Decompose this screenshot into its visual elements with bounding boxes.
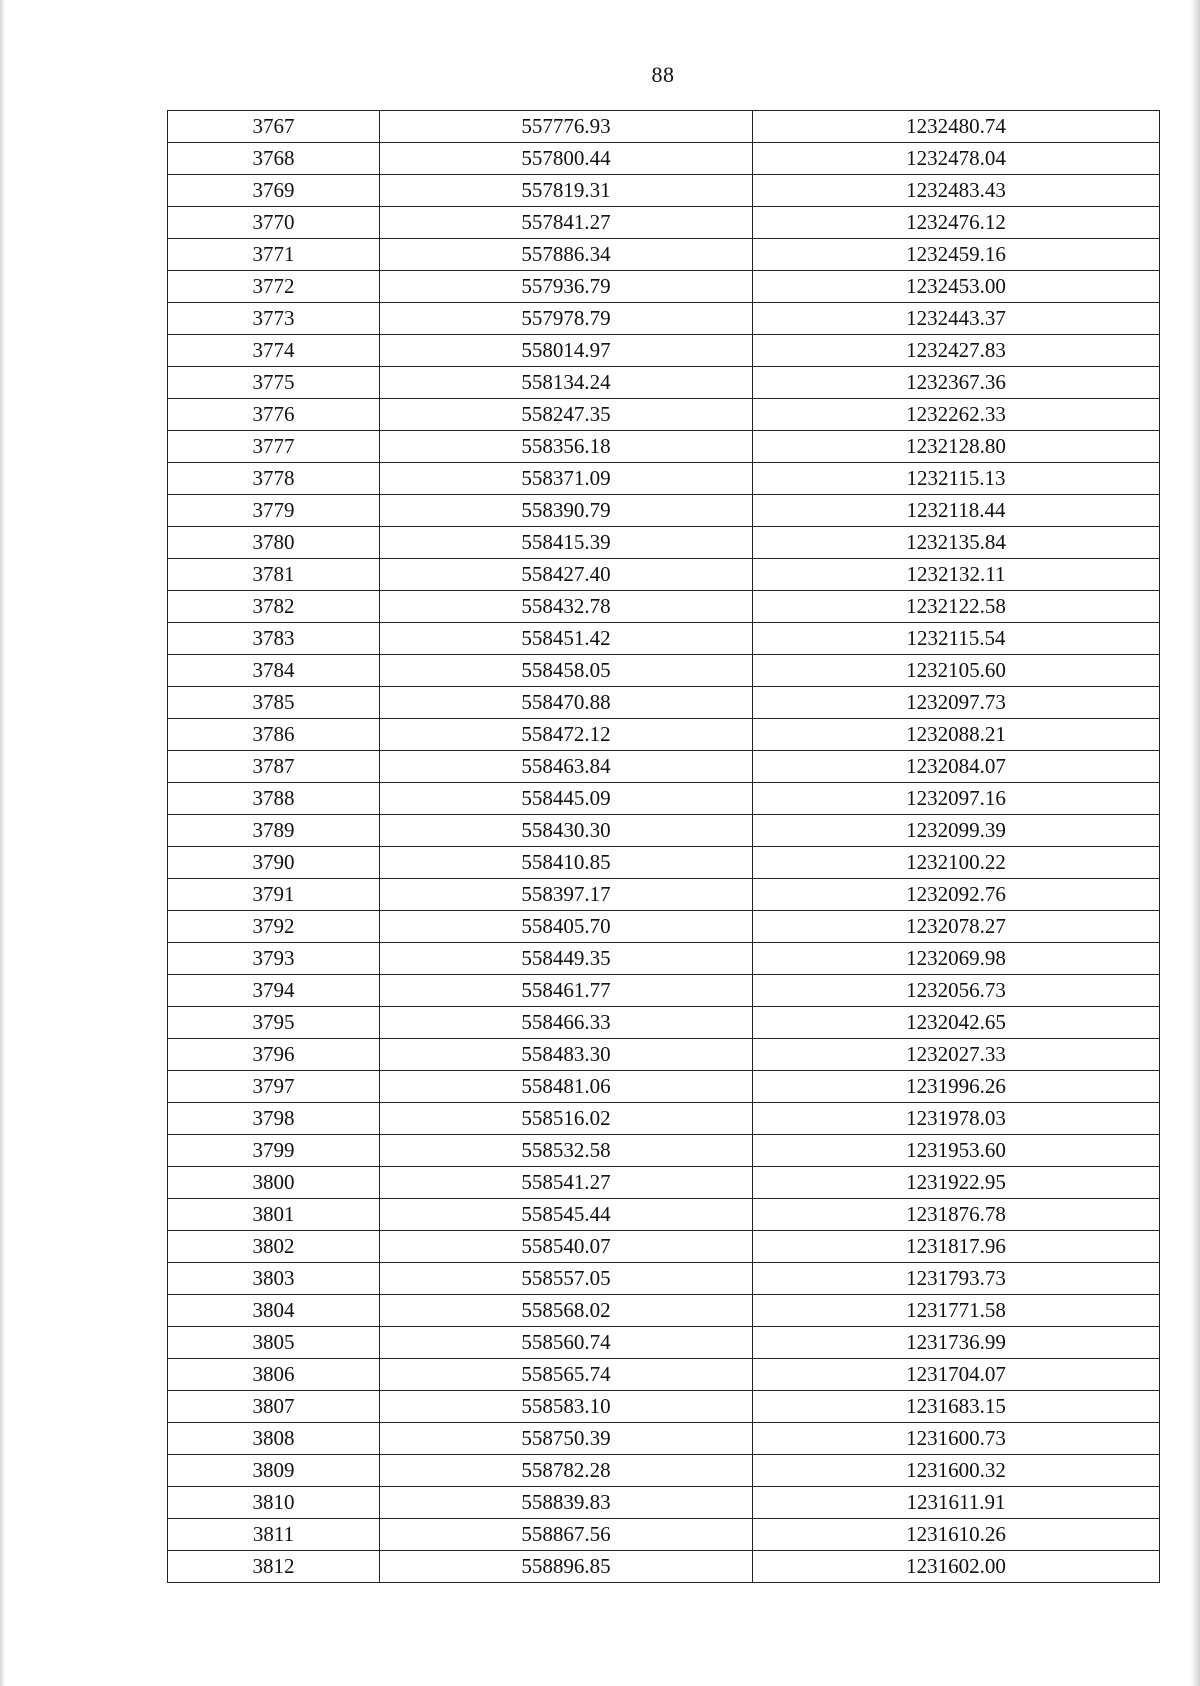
x-coordinate-cell: 558449.35 [380, 943, 753, 975]
y-coordinate-cell: 1232483.43 [753, 175, 1160, 207]
point-number-cell: 3803 [168, 1263, 380, 1295]
y-coordinate-cell: 1232105.60 [753, 655, 1160, 687]
y-coordinate-cell: 1232128.80 [753, 431, 1160, 463]
point-number-cell: 3809 [168, 1455, 380, 1487]
y-coordinate-cell: 1232097.73 [753, 687, 1160, 719]
table-row [168, 111, 1160, 143]
table-row [168, 1103, 1160, 1135]
table-row [168, 175, 1160, 207]
table-row [168, 495, 1160, 527]
table-row [168, 303, 1160, 335]
x-coordinate-cell: 557800.44 [380, 143, 753, 175]
table-row [168, 1391, 1160, 1423]
x-coordinate-cell: 558445.09 [380, 783, 753, 815]
x-coordinate-cell: 558397.17 [380, 879, 753, 911]
y-coordinate-cell: 1232262.33 [753, 399, 1160, 431]
x-coordinate-cell: 557841.27 [380, 207, 753, 239]
y-coordinate-cell: 1232092.76 [753, 879, 1160, 911]
x-coordinate-cell: 558427.40 [380, 559, 753, 591]
x-coordinate-cell: 558540.07 [380, 1231, 753, 1263]
table-row [168, 143, 1160, 175]
scan-edge-right [1190, 0, 1200, 1686]
table-row [168, 431, 1160, 463]
x-coordinate-cell: 558896.85 [380, 1551, 753, 1583]
x-coordinate-cell: 557819.31 [380, 175, 753, 207]
x-coordinate-cell: 558247.35 [380, 399, 753, 431]
x-coordinate-cell: 558405.70 [380, 911, 753, 943]
y-coordinate-cell: 1232427.83 [753, 335, 1160, 367]
y-coordinate-cell: 1232056.73 [753, 975, 1160, 1007]
y-coordinate-cell: 1232132.11 [753, 559, 1160, 591]
x-coordinate-cell: 558432.78 [380, 591, 753, 623]
table-row [168, 463, 1160, 495]
x-coordinate-cell: 558451.42 [380, 623, 753, 655]
y-coordinate-cell: 1232480.74 [753, 111, 1160, 143]
table-row [168, 719, 1160, 751]
y-coordinate-cell: 1232115.54 [753, 623, 1160, 655]
table-row [168, 559, 1160, 591]
y-coordinate-cell: 1231610.26 [753, 1519, 1160, 1551]
y-coordinate-cell: 1231611.91 [753, 1487, 1160, 1519]
x-coordinate-cell: 558532.58 [380, 1135, 753, 1167]
point-number-cell: 3778 [168, 463, 380, 495]
y-coordinate-cell: 1232078.27 [753, 911, 1160, 943]
point-number-cell: 3800 [168, 1167, 380, 1199]
table-row [168, 1455, 1160, 1487]
y-coordinate-cell: 1232367.36 [753, 367, 1160, 399]
y-coordinate-cell: 1231736.99 [753, 1327, 1160, 1359]
y-coordinate-cell: 1232478.04 [753, 143, 1160, 175]
y-coordinate-cell: 1232118.44 [753, 495, 1160, 527]
table-row [168, 783, 1160, 815]
y-coordinate-cell: 1231953.60 [753, 1135, 1160, 1167]
y-coordinate-cell: 1231922.95 [753, 1167, 1160, 1199]
page-number: 88 [651, 62, 675, 87]
x-coordinate-cell: 558430.30 [380, 815, 753, 847]
coordinate-table-body [168, 111, 1160, 1583]
x-coordinate-cell: 558371.09 [380, 463, 753, 495]
y-coordinate-cell: 1231602.00 [753, 1551, 1160, 1583]
table-row [168, 239, 1160, 271]
table-row [168, 1327, 1160, 1359]
x-coordinate-cell: 558867.56 [380, 1519, 753, 1551]
x-coordinate-cell: 558415.39 [380, 527, 753, 559]
point-number-cell: 3779 [168, 495, 380, 527]
table-row [168, 1423, 1160, 1455]
point-number-cell: 3787 [168, 751, 380, 783]
point-number-cell: 3792 [168, 911, 380, 943]
point-number-cell: 3772 [168, 271, 380, 303]
table-row [168, 975, 1160, 1007]
x-coordinate-cell: 558410.85 [380, 847, 753, 879]
x-coordinate-cell: 558014.97 [380, 335, 753, 367]
point-number-cell: 3812 [168, 1551, 380, 1583]
table-row [168, 591, 1160, 623]
table-row [168, 687, 1160, 719]
y-coordinate-cell: 1232084.07 [753, 751, 1160, 783]
point-number-cell: 3783 [168, 623, 380, 655]
point-number-cell: 3801 [168, 1199, 380, 1231]
point-number-cell: 3798 [168, 1103, 380, 1135]
point-number-cell: 3808 [168, 1423, 380, 1455]
y-coordinate-cell: 1231978.03 [753, 1103, 1160, 1135]
table-row [168, 1487, 1160, 1519]
point-number-cell: 3794 [168, 975, 380, 1007]
y-coordinate-cell: 1232042.65 [753, 1007, 1160, 1039]
x-coordinate-cell: 558472.12 [380, 719, 753, 751]
y-coordinate-cell: 1232099.39 [753, 815, 1160, 847]
x-coordinate-cell: 558839.83 [380, 1487, 753, 1519]
x-coordinate-cell: 558782.28 [380, 1455, 753, 1487]
x-coordinate-cell: 558583.10 [380, 1391, 753, 1423]
x-coordinate-cell: 557886.34 [380, 239, 753, 271]
y-coordinate-cell: 1231683.15 [753, 1391, 1160, 1423]
y-coordinate-cell: 1232100.22 [753, 847, 1160, 879]
point-number-cell: 3768 [168, 143, 380, 175]
point-number-cell: 3771 [168, 239, 380, 271]
x-coordinate-cell: 558470.88 [380, 687, 753, 719]
x-coordinate-cell: 558541.27 [380, 1167, 753, 1199]
table-row [168, 847, 1160, 879]
y-coordinate-cell: 1232069.98 [753, 943, 1160, 975]
x-coordinate-cell: 558463.84 [380, 751, 753, 783]
table-row [168, 207, 1160, 239]
y-coordinate-cell: 1231771.58 [753, 1295, 1160, 1327]
point-number-cell: 3776 [168, 399, 380, 431]
table-row [168, 335, 1160, 367]
x-coordinate-cell: 558458.05 [380, 655, 753, 687]
table-row [168, 1359, 1160, 1391]
x-coordinate-cell: 558481.06 [380, 1071, 753, 1103]
point-number-cell: 3781 [168, 559, 380, 591]
x-coordinate-cell: 557936.79 [380, 271, 753, 303]
y-coordinate-cell: 1231996.26 [753, 1071, 1160, 1103]
table-row [168, 655, 1160, 687]
point-number-cell: 3804 [168, 1295, 380, 1327]
y-coordinate-cell: 1231817.96 [753, 1231, 1160, 1263]
x-coordinate-cell: 558557.05 [380, 1263, 753, 1295]
x-coordinate-cell: 557978.79 [380, 303, 753, 335]
y-coordinate-cell: 1231600.73 [753, 1423, 1160, 1455]
table-row [168, 1167, 1160, 1199]
y-coordinate-cell: 1232115.13 [753, 463, 1160, 495]
table-row [168, 1007, 1160, 1039]
y-coordinate-cell: 1232476.12 [753, 207, 1160, 239]
point-number-cell: 3797 [168, 1071, 380, 1103]
table-row [168, 527, 1160, 559]
point-number-cell: 3770 [168, 207, 380, 239]
y-coordinate-cell: 1232459.16 [753, 239, 1160, 271]
x-coordinate-cell: 558750.39 [380, 1423, 753, 1455]
table-row [168, 943, 1160, 975]
point-number-cell: 3807 [168, 1391, 380, 1423]
x-coordinate-cell: 558461.77 [380, 975, 753, 1007]
table-row [168, 1071, 1160, 1103]
x-coordinate-cell: 558568.02 [380, 1295, 753, 1327]
y-coordinate-cell: 1232443.37 [753, 303, 1160, 335]
point-number-cell: 3773 [168, 303, 380, 335]
x-coordinate-cell: 558390.79 [380, 495, 753, 527]
x-coordinate-cell: 558516.02 [380, 1103, 753, 1135]
table-row [168, 815, 1160, 847]
table-row [168, 271, 1160, 303]
table-row [168, 1231, 1160, 1263]
point-number-cell: 3767 [168, 111, 380, 143]
y-coordinate-cell: 1232122.58 [753, 591, 1160, 623]
x-coordinate-cell: 558466.33 [380, 1007, 753, 1039]
point-number-cell: 3784 [168, 655, 380, 687]
point-number-cell: 3806 [168, 1359, 380, 1391]
scan-edge-left [0, 0, 6, 1686]
y-coordinate-cell: 1232097.16 [753, 783, 1160, 815]
point-number-cell: 3785 [168, 687, 380, 719]
point-number-cell: 3802 [168, 1231, 380, 1263]
point-number-cell: 3780 [168, 527, 380, 559]
point-number-cell: 3796 [168, 1039, 380, 1071]
point-number-cell: 3789 [168, 815, 380, 847]
table-row [168, 1263, 1160, 1295]
x-coordinate-cell: 558356.18 [380, 431, 753, 463]
coordinate-table [167, 110, 1160, 1583]
point-number-cell: 3775 [168, 367, 380, 399]
table-row [168, 1295, 1160, 1327]
table-row [168, 879, 1160, 911]
y-coordinate-cell: 1231704.07 [753, 1359, 1160, 1391]
point-number-cell: 3790 [168, 847, 380, 879]
x-coordinate-cell: 558565.74 [380, 1359, 753, 1391]
y-coordinate-cell: 1232027.33 [753, 1039, 1160, 1071]
point-number-cell: 3769 [168, 175, 380, 207]
y-coordinate-cell: 1231793.73 [753, 1263, 1160, 1295]
table-row [168, 367, 1160, 399]
point-number-cell: 3805 [168, 1327, 380, 1359]
table-row [168, 751, 1160, 783]
table-row [168, 399, 1160, 431]
point-number-cell: 3810 [168, 1487, 380, 1519]
table-row [168, 1135, 1160, 1167]
point-number-cell: 3777 [168, 431, 380, 463]
table-row [168, 1519, 1160, 1551]
point-number-cell: 3782 [168, 591, 380, 623]
point-number-cell: 3811 [168, 1519, 380, 1551]
point-number-cell: 3774 [168, 335, 380, 367]
x-coordinate-cell: 557776.93 [380, 111, 753, 143]
x-coordinate-cell: 558483.30 [380, 1039, 753, 1071]
point-number-cell: 3799 [168, 1135, 380, 1167]
x-coordinate-cell: 558560.74 [380, 1327, 753, 1359]
table-row [168, 623, 1160, 655]
table-row [168, 1551, 1160, 1583]
point-number-cell: 3791 [168, 879, 380, 911]
y-coordinate-cell: 1231876.78 [753, 1199, 1160, 1231]
y-coordinate-cell: 1232135.84 [753, 527, 1160, 559]
x-coordinate-cell: 558545.44 [380, 1199, 753, 1231]
x-coordinate-cell: 558134.24 [380, 367, 753, 399]
y-coordinate-cell: 1232453.00 [753, 271, 1160, 303]
point-number-cell: 3786 [168, 719, 380, 751]
table-row [168, 1199, 1160, 1231]
point-number-cell: 3788 [168, 783, 380, 815]
y-coordinate-cell: 1232088.21 [753, 719, 1160, 751]
point-number-cell: 3795 [168, 1007, 380, 1039]
table-row [168, 1039, 1160, 1071]
y-coordinate-cell: 1231600.32 [753, 1455, 1160, 1487]
point-number-cell: 3793 [168, 943, 380, 975]
table-row [168, 911, 1160, 943]
